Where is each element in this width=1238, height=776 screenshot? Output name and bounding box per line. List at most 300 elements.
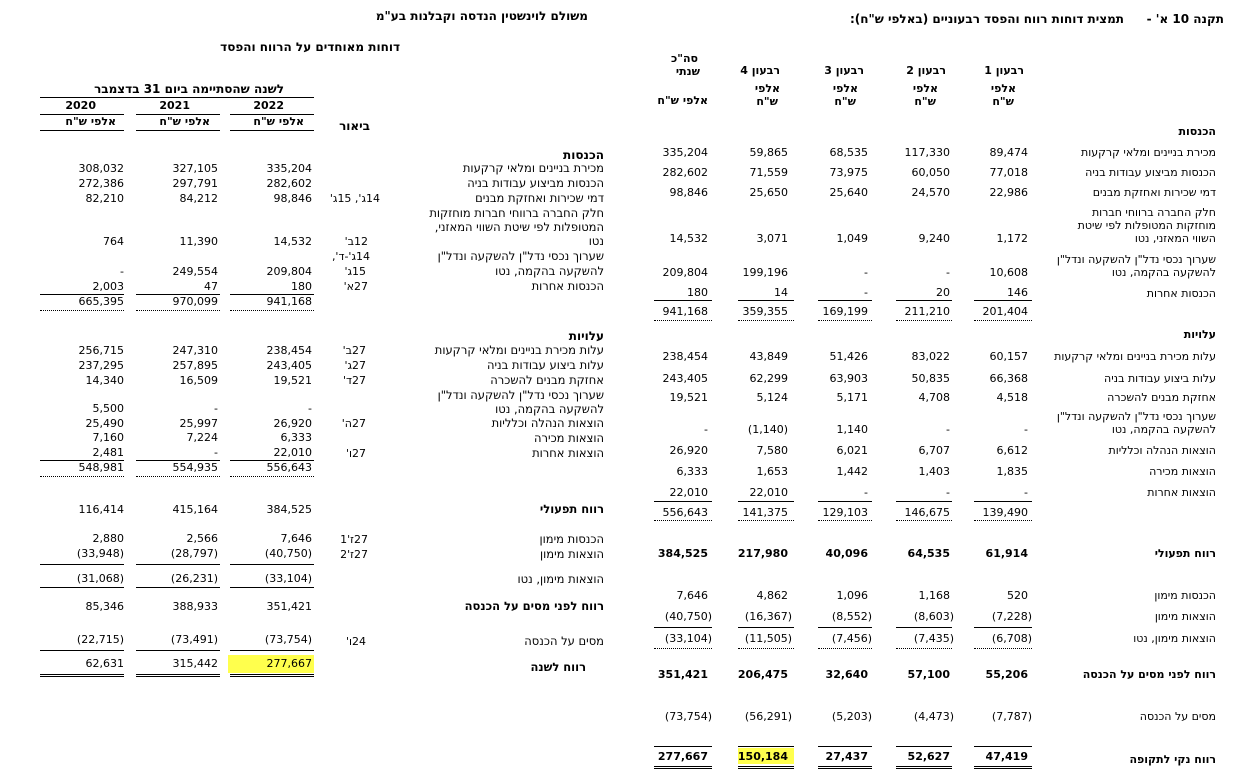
q2-total-expenses: 146,675	[904, 506, 950, 519]
value-2021: 247,310	[172, 344, 218, 357]
subtotal-line	[40, 564, 124, 565]
value-2021: 415,164	[172, 503, 218, 516]
value-2021: 2,566	[186, 532, 218, 545]
label-row: הכנסות מימון	[1154, 589, 1216, 602]
subtotal-line	[974, 627, 1032, 628]
label-row: להשקעה בהקמה, נטו	[1111, 423, 1216, 436]
q1-value: 6,612	[996, 444, 1028, 457]
q1-value: (7,787)	[991, 710, 1032, 723]
label-row: הכנסות מביצוע עבודות בניה	[467, 176, 604, 190]
value-2020: (33,948)	[76, 547, 124, 560]
total-value: 6,333	[676, 465, 708, 478]
net-line	[654, 766, 712, 769]
subtotal-line	[896, 627, 952, 628]
net-line	[136, 674, 220, 677]
value-2020: (31,068)	[76, 572, 124, 585]
q2-value: 60,050	[911, 166, 950, 179]
q1-total-expenses: 139,490	[982, 506, 1028, 519]
note-ref: 27ז'2	[340, 548, 368, 561]
note-ref: 14ג', 15ג'	[329, 192, 380, 205]
value-2020: 764	[103, 235, 124, 248]
subtotal-line	[896, 501, 952, 502]
value-2020: 2,481	[92, 446, 124, 459]
total-head-b: שנתי	[675, 65, 700, 78]
total-line	[738, 320, 794, 321]
value-2021: -	[214, 402, 218, 415]
q1-value: 1,172	[996, 232, 1028, 245]
label-row: הוצאות מכירה	[1149, 465, 1216, 478]
total-line	[136, 310, 220, 311]
label-row: רווח לשנה	[530, 660, 586, 674]
q2-value: 20	[936, 286, 950, 299]
q4-value: 1,653	[756, 465, 788, 478]
q4-head: רבעון 4	[740, 64, 780, 77]
total-expenses-2021: 554,935	[172, 461, 218, 474]
total-line	[896, 320, 952, 321]
q1-value: 61,914	[985, 547, 1028, 560]
value-2022: 238,454	[266, 344, 312, 357]
total-line	[40, 310, 124, 311]
subtotal-line	[818, 300, 872, 301]
value-2020: (22,715)	[76, 633, 124, 646]
total-value: 238,454	[662, 350, 708, 363]
subtotal-line	[974, 746, 1032, 747]
label-row: רווח לפני מסים על הכנסה	[464, 599, 604, 613]
value-2020: 85,346	[85, 600, 124, 613]
statement-title: דוחות מאוחדים על הרווח והפסד	[220, 40, 400, 54]
net-line	[230, 674, 314, 677]
value-2020: 5,500	[92, 402, 124, 415]
value-2022: 7,646	[280, 532, 312, 545]
subtotal-line	[654, 501, 712, 502]
value-2022: (33,104)	[264, 572, 312, 585]
regulation-ref: תקנה 10 א' -	[1146, 12, 1224, 26]
net-profit-2021: 315,442	[172, 657, 218, 670]
label-row: הוצאות הנהלה וכלליות	[1108, 444, 1216, 457]
label-row: שערוך נכסי נדל"ן להשקעה ונדל"ן	[1056, 253, 1216, 266]
value-2020: 2,003	[92, 280, 124, 293]
label-row: אחזקת מבנים להשכרה	[490, 373, 604, 387]
note-ref: 24ו'	[345, 635, 366, 648]
q1-value: 89,474	[989, 146, 1028, 159]
q2-value: 1,403	[918, 465, 950, 478]
total-line	[896, 648, 952, 649]
total-value: 384,525	[657, 547, 708, 560]
total-line	[818, 648, 872, 649]
q3-total-income: 169,199	[822, 305, 868, 318]
unit-underline	[136, 130, 220, 131]
q4-total-expenses: 141,375	[742, 506, 788, 519]
q2-value: 64,535	[907, 547, 950, 560]
value-2020: 237,295	[78, 359, 124, 372]
quarterly-title: תמצית דוחות רווח והפסד רבעוניים (באלפי ש"ח):	[849, 12, 1124, 26]
q3-head: רבעון 3	[824, 64, 864, 77]
q1-value: 55,206	[985, 668, 1028, 681]
q3-value: 32,640	[825, 668, 868, 681]
subtotal-line	[738, 300, 794, 301]
q3-total-expenses: 129,103	[822, 506, 868, 519]
label-row: הוצאות מימון, נטו	[1133, 632, 1216, 645]
note-ref: 27ו'	[345, 447, 366, 460]
label-row: מסים על הכנסה	[524, 634, 604, 648]
value-2021: 297,791	[172, 177, 218, 190]
q3-value: 68,535	[829, 146, 868, 159]
label-row: מכירת בניינים ומלאי קרקעות	[1081, 146, 1216, 159]
note-header: ביאור	[339, 119, 370, 133]
unit-2022: אלפי ש"ח	[253, 115, 304, 128]
q4-value: (16,367)	[744, 610, 792, 623]
q1-value: (7,228)	[991, 610, 1032, 623]
unit-2021: אלפי ש"ח	[159, 115, 210, 128]
q3-net: 27,437	[825, 750, 868, 763]
total-line	[738, 520, 794, 521]
unit-2020: אלפי ש"ח	[65, 115, 116, 128]
q1-unit-a: אלפי	[990, 82, 1016, 95]
q3-value: 51,426	[829, 350, 868, 363]
subtotal-line	[136, 587, 220, 588]
q2-value: 83,022	[911, 350, 950, 363]
period-underline	[40, 97, 314, 98]
value-2022: (73,754)	[264, 633, 312, 646]
q1-value: 60,157	[989, 350, 1028, 363]
total-income: 941,168	[662, 305, 708, 318]
q3-value: (7,456)	[831, 632, 872, 645]
q2-value: (7,435)	[913, 632, 954, 645]
q3-value: 1,049	[836, 232, 868, 245]
period-header: לשנה שהסתיימה ביום 31 בדצמבר	[94, 82, 284, 96]
total-value: 26,920	[669, 444, 708, 457]
value-2021: 257,895	[172, 359, 218, 372]
q2-value: -	[946, 266, 950, 279]
company-name: משולם לוינשטין הנדסה וקבלנות בע"מ	[375, 9, 588, 23]
total-value: -	[704, 423, 708, 436]
q4-value: 4,862	[756, 589, 788, 602]
value-2021: 84,212	[179, 192, 218, 205]
value-2020: 2,880	[92, 532, 124, 545]
q4-value: 14	[774, 286, 788, 299]
total-expenses: 556,643	[662, 506, 708, 519]
subtotal-line	[230, 650, 314, 651]
year-2022: 2022	[253, 99, 284, 112]
subtotal-line	[654, 300, 712, 301]
label-row: הכנסות מימון	[539, 532, 604, 546]
income-title: הכנסות	[563, 148, 604, 162]
net-line	[818, 766, 872, 769]
total-value: 7,646	[676, 589, 708, 602]
total-line	[654, 648, 712, 649]
q2-value: 117,330	[904, 146, 950, 159]
value-2021: 388,933	[172, 600, 218, 613]
total-value: 180	[687, 286, 708, 299]
q4-net: 150,184	[737, 750, 788, 763]
q2-value: 24,570	[911, 186, 950, 199]
net-line	[896, 766, 952, 769]
value-2022: -	[308, 402, 312, 415]
total-value: 209,804	[662, 266, 708, 279]
total-value: (40,750)	[664, 610, 712, 623]
q3-value: -	[864, 286, 868, 299]
total-value: (73,754)	[664, 710, 712, 723]
value-2022: 282,602	[266, 177, 312, 190]
q1-value: 146	[1007, 286, 1028, 299]
q2-unit-b: ש"ח	[914, 95, 936, 108]
note-ref: 27ז'1	[340, 533, 368, 546]
q3-value: 40,096	[825, 547, 868, 560]
year-2020: 2020	[65, 99, 96, 112]
q2-unit-a: אלפי	[912, 82, 938, 95]
q2-value: (4,473)	[913, 710, 954, 723]
subtotal-line	[136, 650, 220, 651]
label-row: נטו	[588, 234, 604, 248]
q2-value: 6,707	[918, 444, 950, 457]
subtotal-line	[818, 627, 872, 628]
value-2022: 243,405	[266, 359, 312, 372]
subtotal-line	[896, 300, 952, 301]
q2-total-income: 211,210	[904, 305, 950, 318]
value-2022: (40,750)	[264, 547, 312, 560]
q2-value: (8,603)	[913, 610, 954, 623]
label-row: הוצאות מכירה	[534, 431, 604, 445]
label-row: חלק החברה ברווחי חברות מוחזקות	[429, 206, 604, 220]
note-ref: 15ג'	[344, 265, 366, 278]
subtotal-line	[974, 501, 1032, 502]
total-line	[738, 648, 794, 649]
label-row: מוחזקות המטופלות לפי שיטת	[1077, 219, 1216, 232]
label-row: שערוך נכסי נדל"ן להשקעה ונדל"ן	[437, 388, 604, 402]
q1-unit-b: ש"ח	[992, 95, 1014, 108]
q4-total-income: 359,355	[742, 305, 788, 318]
total-value: 351,421	[657, 668, 708, 681]
label-row: הוצאות הנהלה וכלליות	[491, 416, 604, 430]
q1-head: רבעון 1	[984, 64, 1024, 77]
value-2021: 47	[204, 280, 218, 293]
q4-value: 43,849	[749, 350, 788, 363]
q4-value: (11,505)	[744, 632, 792, 645]
q3-value: (5,203)	[831, 710, 872, 723]
label-row: דמי שכירות ואחזקת מבנים	[1092, 186, 1216, 199]
value-2020: 7,160	[92, 431, 124, 444]
label-row: רווח תפעולי	[1154, 547, 1216, 560]
label-row: דמי שכירות ואחזקת מבנים	[475, 191, 604, 205]
q2-head: רבעון 2	[906, 64, 946, 77]
q3-value: -	[864, 486, 868, 499]
total-line	[818, 520, 872, 521]
expenses-title: עלויות	[1183, 328, 1216, 341]
subtotal-line	[230, 564, 314, 565]
q3-value: 63,903	[829, 372, 868, 385]
label-row: רווח תפעולי	[539, 502, 604, 516]
net-line	[738, 766, 794, 769]
income-title: הכנסות	[1178, 125, 1216, 138]
total-line	[974, 320, 1032, 321]
value-2022: 209,804	[266, 265, 312, 278]
q2-value: 9,240	[918, 232, 950, 245]
total-income-2022: 941,168	[266, 295, 312, 308]
value-2022: 22,010	[273, 446, 312, 459]
q4-value: 199,196	[742, 266, 788, 279]
q4-value: 71,559	[749, 166, 788, 179]
q4-value: 59,865	[749, 146, 788, 159]
label-row: להשקעה בהקמה, נטו	[495, 402, 604, 416]
label-row: רווח נקי לתקופה	[1129, 753, 1216, 766]
note-ref: 27ה'	[341, 417, 366, 430]
total-line	[230, 310, 314, 311]
value-2020: -	[120, 265, 124, 278]
total-expenses-2022: 556,643	[266, 461, 312, 474]
value-2021: (26,231)	[170, 572, 218, 585]
q4-value: 25,650	[749, 186, 788, 199]
label-row: להשקעה בהקמה, נטו	[495, 264, 604, 278]
col-total-head	[671, 52, 698, 65]
value-2020: 82,210	[85, 192, 124, 205]
q4-value: (56,291)	[744, 710, 792, 723]
value-2022: 98,846	[273, 192, 312, 205]
label-row: עלות מכירת בניינים ומלאי קרקעות	[1054, 350, 1216, 363]
q3-value: 1,442	[836, 465, 868, 478]
q2-value: -	[946, 486, 950, 499]
q4-unit-a: אלפי	[754, 82, 780, 95]
q2-value: 4,708	[918, 391, 950, 404]
q1-value: -	[1024, 423, 1028, 436]
subtotal-line	[738, 501, 794, 502]
q4-value: 3,071	[756, 232, 788, 245]
total-net: 277,667	[657, 750, 708, 763]
value-2020: 116,414	[78, 503, 124, 516]
label-row: מסים על הכנסה	[1139, 710, 1216, 723]
value-2020: 272,386	[78, 177, 124, 190]
total-value: 243,405	[662, 372, 708, 385]
note-ref: 14ג'-ד',	[331, 250, 370, 263]
q1-value: (6,708)	[991, 632, 1032, 645]
label-row: להשקעה בהקמה, נטו	[1111, 266, 1216, 279]
q4-value: (1,140)	[747, 423, 788, 436]
total-value: 19,521	[669, 391, 708, 404]
value-2022: 180	[291, 280, 312, 293]
label-row: עלות ביצוע עבודות בניה	[486, 358, 604, 372]
subtotal-line	[40, 650, 124, 651]
value-2021: -	[214, 446, 218, 459]
unit-underline	[40, 130, 124, 131]
label-row: הוצאות מימון	[540, 547, 604, 561]
label-row: עלות ביצוע עבודות בניה	[1104, 372, 1216, 385]
label-row: עלות מכירת בניינים ומלאי קרקעות	[434, 343, 604, 357]
q4-value: 5,124	[756, 391, 788, 404]
value-2022: 351,421	[266, 600, 312, 613]
q3-value: 6,021	[836, 444, 868, 457]
total-line	[974, 648, 1032, 649]
label-row: הוצאות אחרות	[1147, 486, 1216, 499]
label-row: הכנסות אחרות	[1146, 287, 1216, 300]
label-row: רווח לפני מסים על הכנסה	[1082, 668, 1216, 681]
value-2022: 6,333	[280, 431, 312, 444]
label-row: הוצאות מימון	[1154, 610, 1216, 623]
subtotal-line	[738, 627, 794, 628]
note-ref: 27ב'	[342, 344, 366, 357]
value-2022: 14,532	[273, 235, 312, 248]
q4-value: 7,580	[756, 444, 788, 457]
total-line	[654, 520, 712, 521]
subtotal-line	[818, 501, 872, 502]
label-row: שערוך נכסי נדל"ן להשקעה ונדל"ן	[1056, 410, 1216, 423]
value-2022: 335,204	[266, 162, 312, 175]
q2-value: 1,168	[918, 589, 950, 602]
total-income-2021: 970,099	[172, 295, 218, 308]
q1-value: 520	[1007, 589, 1028, 602]
label-row: המטופלות לפי שיטת השווי המאזני,	[434, 220, 604, 234]
note-ref: 27א'	[343, 280, 368, 293]
value-2022: 384,525	[266, 503, 312, 516]
expenses-title: עלויות	[568, 329, 604, 343]
net-profit-2020: 62,631	[85, 657, 124, 670]
net-line	[40, 674, 124, 677]
total-value: (33,104)	[664, 632, 712, 645]
value-2020: 308,032	[78, 162, 124, 175]
q1-total-income: 201,404	[982, 305, 1028, 318]
q1-net: 47,419	[985, 750, 1028, 763]
label-row: השווי המאזני, נטו	[1134, 232, 1216, 245]
total-line	[654, 320, 712, 321]
total-line	[896, 520, 952, 521]
q2-value: -	[946, 423, 950, 436]
total-value: 282,602	[662, 166, 708, 179]
label-row: הוצאות מימון, נטו	[517, 572, 604, 586]
total-value: 14,532	[669, 232, 708, 245]
total-line	[974, 520, 1032, 521]
label-row: הוצאות אחרות	[532, 446, 604, 460]
subtotal-line	[654, 627, 712, 628]
net-line	[974, 766, 1032, 769]
subtotal-line	[136, 564, 220, 565]
q1-value: 77,018	[989, 166, 1028, 179]
label-row: אחזקת מבנים להשכרה	[1107, 391, 1216, 404]
note-ref: 27ג'	[344, 359, 366, 372]
subtotal-line	[896, 746, 952, 747]
q2-net: 52,627	[907, 750, 950, 763]
label-row: שערוך נכסי נדל"ן להשקעה ונדל"ן	[437, 249, 604, 263]
q4-value: 22,010	[749, 486, 788, 499]
total-line	[230, 476, 314, 477]
subtotal-line	[230, 587, 314, 588]
year-2021: 2021	[159, 99, 190, 112]
q1-value: 22,986	[989, 186, 1028, 199]
q4-value: 62,299	[749, 372, 788, 385]
total-value: 98,846	[669, 186, 708, 199]
label-row: חלק החברה ברווחי חברות	[1091, 206, 1216, 219]
col-total-head	[676, 65, 700, 78]
q1-value: 1,835	[996, 465, 1028, 478]
value-2021: (28,797)	[170, 547, 218, 560]
total-line	[818, 320, 872, 321]
q4-value: 206,475	[737, 668, 788, 681]
net-profit-2022: 277,667	[266, 657, 312, 670]
subtotal-line	[974, 300, 1032, 301]
value-2020: 14,340	[85, 374, 124, 387]
value-2021: 327,105	[172, 162, 218, 175]
total-head-a: סה"כ	[671, 52, 698, 65]
value-2021: 249,554	[172, 265, 218, 278]
subtotal-line	[40, 587, 124, 588]
value-2022: 19,521	[273, 374, 312, 387]
unit-underline	[230, 130, 314, 131]
q3-value: 1,140	[836, 423, 868, 436]
total-income-2020: 665,395	[78, 295, 124, 308]
value-2021: (73,491)	[170, 633, 218, 646]
q3-value: 25,640	[829, 186, 868, 199]
q1-value: -	[1024, 486, 1028, 499]
q3-unit-b: ש"ח	[834, 95, 856, 108]
total-value: 335,204	[662, 146, 708, 159]
q3-value: 73,975	[829, 166, 868, 179]
